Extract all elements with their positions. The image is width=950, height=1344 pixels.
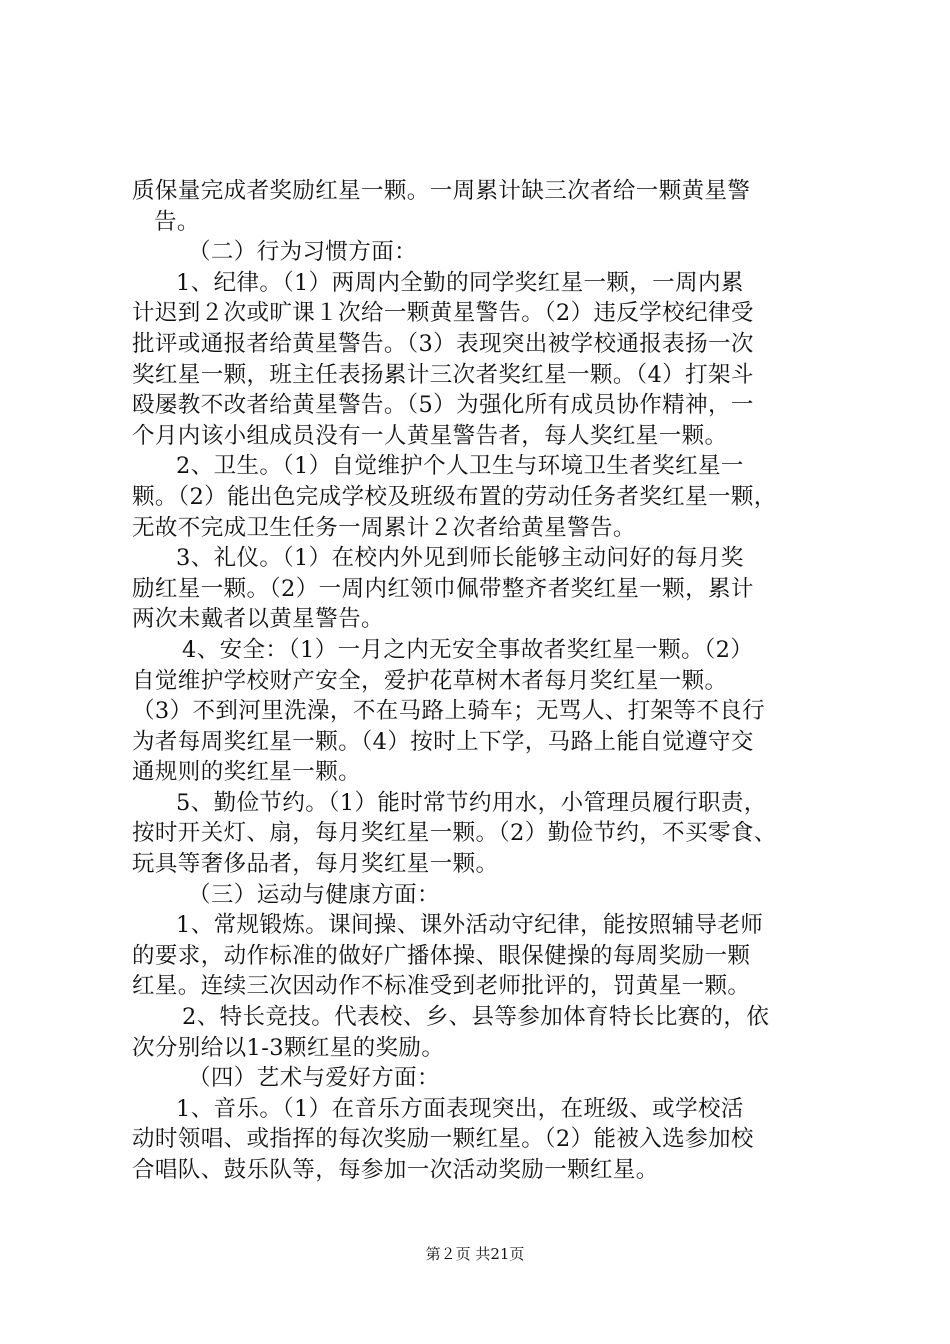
text-line: 告。 [154, 208, 200, 235]
text-line: 质保量完成者奖励红星一颗。一周累计缺三次者给一颗黄星警 [132, 178, 751, 204]
text-line: 励红星一颗。（2）一周内红领巾佩带整齐者奖红星一颗，累计 [132, 575, 754, 602]
text-line: 殴屡教不改者给黄星警告。（5）为强化所有成员协作精神，一 [132, 392, 754, 419]
text-line: 3、礼仪。（1）在校内外见到师长能够主动问好的每月奖 [176, 545, 744, 572]
text-line: 5、勤俭节约。（1）能时常节约用水，小管理员履行职责， [176, 789, 767, 816]
section-heading: （二）行为习惯方面： [188, 239, 418, 266]
text-line: 计迟到２次或旷课１次给一颗黄星警告。（2）违反学校纪律受 [132, 300, 754, 327]
document-body [132, 176, 848, 1186]
text-line: 动时领唱、或指挥的每次奖励一颗红星。（2）能被入选参加校 [132, 1126, 754, 1153]
text-line: 2、特长竞技。代表校、乡、县等参加体育特长比赛的，依 [182, 1004, 770, 1031]
text-line: 的要求，动作标准的做好广播体操、眼保健操的每周奖励一颗 [132, 942, 751, 969]
text-line: 两次未戴者以黄星警告。 [132, 606, 384, 633]
text-line: 次分别给以1-3颗红星的奖励。 [132, 1034, 445, 1061]
text-line: 自觉维护学校财产安全，爱护花草树木者每月奖红星一颗。 [132, 667, 728, 694]
text-line: 合唱队、鼓乐队等，每参加一次活动奖励一颗红星。 [132, 1157, 659, 1183]
text-line: 无故不完成卫生任务一周累计２次者给黄星警告。 [132, 514, 636, 541]
text-line: 批评或通报者给黄星警告。（3）表现突出被学校通报表扬一次 [132, 330, 754, 357]
text-line: 红星。连续三次因动作不标准受到老师批评的，罚黄星一颗。 [132, 973, 751, 1000]
text-line: 个月内该小组成员没有一人黄星警告者，每人奖红星一颗。 [132, 422, 728, 449]
text-line: 1、纪律。（1）两周内全勤的同学奖红星一颗，一周内累 [176, 269, 744, 296]
text-line: 奖红星一颗，班主任表扬累计三次者奖红星一颗。（4）打架斗 [132, 361, 754, 388]
text-line: 1、音乐。（1）在音乐方面表现突出，在班级、或学校活 [176, 1095, 744, 1122]
text-line: 通规则的奖红星一颗。 [132, 759, 362, 786]
text-line: 按时开关灯、扇，每月奖红星一颗。（2）勤俭节约，不买零食、 [132, 820, 777, 847]
text-line: 为者每周奖红星一颗。（4）按时上下学，马路上能自觉遵守交 [132, 728, 754, 755]
text-line: 2、卫生。（1）自觉维护个人卫生与环境卫生者奖红星一 [176, 453, 744, 480]
page-number: 第２页 共21页 [425, 1245, 525, 1263]
text-line: 颗。（2）能出色完成学校及班级布置的劳动任务者奖红星一颗， [132, 483, 777, 510]
text-line: 4、安全：（1）一月之内无安全事故者奖红星一颗。（2） [182, 636, 754, 663]
text-line: （3）不到河里洗澡，不在马路上骑车；无骂人、打架等不良行 [132, 698, 766, 725]
section-heading: （四）艺术与爱好方面： [188, 1065, 440, 1092]
text-line: 1、常规锻炼。课间操、课外活动守纪律，能按照辅导老师 [176, 912, 764, 939]
section-heading: （三）运动与健康方面： [188, 881, 440, 908]
text-line: 玩具等奢侈品者，每月奖红星一颗。 [132, 851, 499, 878]
